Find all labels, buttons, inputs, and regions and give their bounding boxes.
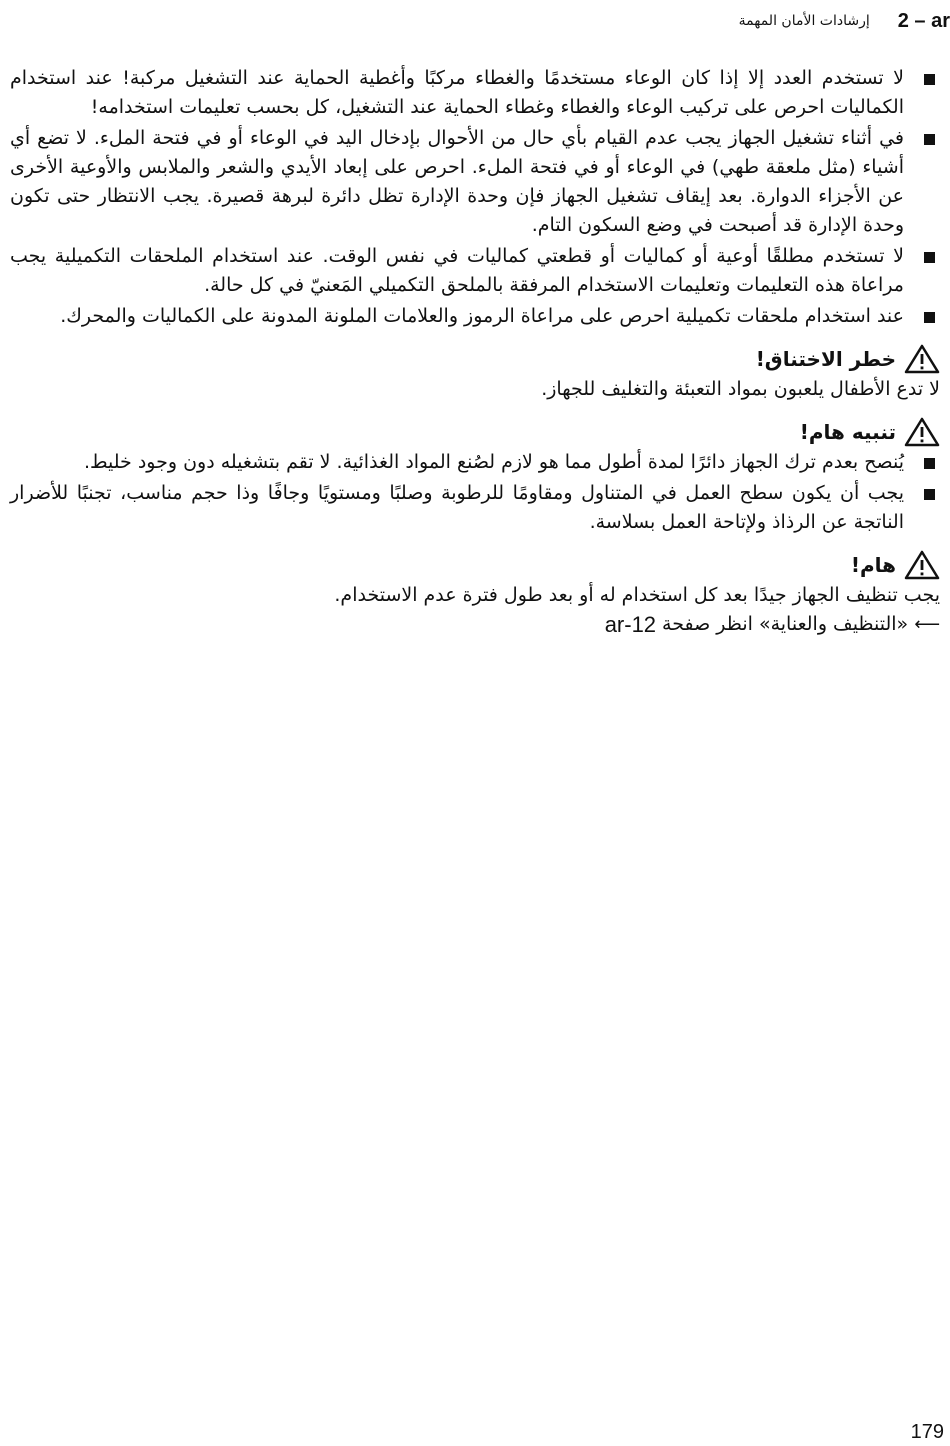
cross-reference[interactable] — [10, 610, 940, 639]
suffocation-heading-text: خطر الاختناق! — [755, 346, 896, 371]
important-heading — [10, 549, 940, 581]
important-heading-text: هام! — [850, 552, 896, 577]
arrow-left-icon: ⟵ — [914, 614, 940, 635]
list-item-text: عند استخدام ملحقات تكميلية احرص على مراعاة الرموز والعلامات الملونة المدونة على الكماليات والمحرك. — [60, 305, 904, 327]
main-content — [10, 64, 940, 639]
list-item — [10, 242, 940, 300]
list-item-text: لا تستخدم مطلقًا أوعية أو كماليات أو قطعتي كماليات في نفس الوقت. عند استخدام الملحقات التكميلية يجب مراعاة هذه التعليمات وتعليمات الاستخدام المرفقة بالملحق التكميلي المَعنيّ في كل حالة. — [10, 245, 904, 296]
page-header — [0, 6, 950, 36]
safety-bullet-list — [10, 64, 940, 331]
caution-heading-text: تنبيه هام! — [799, 419, 896, 444]
important-text: يجب تنظيف الجهاز جيدًا بعد كل استخدام له أو بعد طول فترة عدم الاستخدام. — [334, 584, 940, 606]
header-language-code: 2 – ar — [897, 9, 950, 32]
list-item — [10, 479, 940, 537]
reference-page-link[interactable]: ar-12 — [604, 612, 657, 637]
bullet-square-icon — [924, 74, 935, 85]
bullet-square-icon — [924, 489, 935, 500]
list-item — [10, 448, 940, 477]
page-number: 179 — [910, 1421, 944, 1443]
warning-triangle-icon — [904, 417, 940, 447]
caution-bullet-list — [10, 448, 940, 537]
list-item — [10, 302, 940, 331]
suffocation-warning-heading — [10, 343, 940, 375]
bullet-square-icon — [924, 252, 935, 263]
bullet-square-icon — [924, 312, 935, 323]
list-item-text: يجب أن يكون سطح العمل في المتناول ومقاومًا للرطوبة وصلبًا ومستويًا وجافًا وذا حجم مناسب، تجنبًا للأضرار الناتجة عن الرذاذ ولإتاحة العمل بسلاسة. — [10, 482, 904, 533]
warning-triangle-icon — [904, 550, 940, 580]
list-item — [10, 124, 940, 240]
reference-text: «التنظيف والعناية» انظر صفحة — [662, 613, 909, 635]
list-item-text: في أثناء تشغيل الجهاز يجب عدم القيام بأي حال من الأحوال بإدخال اليد في الوعاء أو في فتحة الملء. لا تضع أي أشياء (مثل ملعقة طهي) في الوعاء أو في فتحة الملء. احرص على إبعاد الأيدي والشعر والملابس والأوعية الأخرى عن الأجزاء الدوارة. بعد إيقاف تشغيل الجهاز فإن وحدة الإدارة تظل دائرة لبرهة قصيرة. يجب الانتظار حتى تكون وحدة الإدارة قد أصبحت في وضع السكون التام. — [10, 127, 904, 236]
list-item — [10, 64, 940, 122]
header-section-title: إرشادات الأمان المهمة — [738, 13, 870, 29]
bullet-square-icon — [924, 458, 935, 469]
list-item-text: لا تستخدم العدد إلا إذا كان الوعاء مستخدمًا والغطاء مركبًا وأغطية الحماية عند التشغيل مركبة! عند استخدام الكماليات احرص على تركيب الوعاء والغطاء وغطاء الحماية عند التشغيل، كل بحسب تعليمات استخدامه! — [10, 67, 904, 118]
list-item-text: يُنصح بعدم ترك الجهاز دائرًا لمدة أطول مما هو لازم لصُنع المواد الغذائية. لا تقم بتشغيله دون وجود خليط. — [83, 451, 904, 473]
warning-triangle-icon — [904, 344, 940, 374]
caution-heading — [10, 416, 940, 448]
bullet-square-icon — [924, 134, 935, 145]
suffocation-warning-text: لا تدع الأطفال يلعبون بمواد التعبئة والتغليف للجهاز. — [541, 378, 940, 400]
